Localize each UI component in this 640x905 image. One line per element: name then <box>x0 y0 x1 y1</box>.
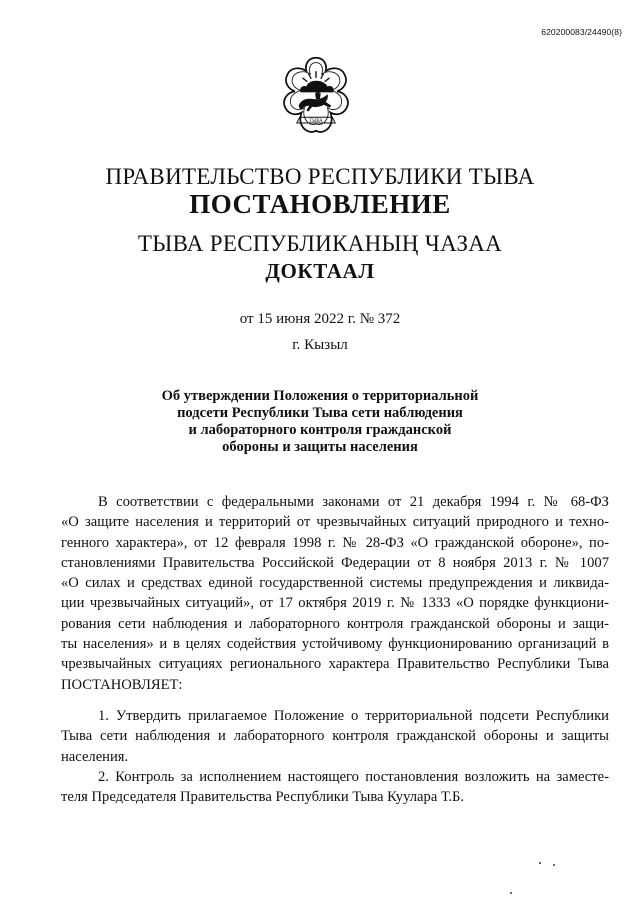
emblem-ribbon-text: ТЫВА <box>309 119 323 125</box>
subject-line: обороны и защиты населения <box>222 439 418 455</box>
emblem-sun-rays <box>303 71 330 82</box>
preamble-line: генного характера», от 12 февраля 1998 г. № 28-ФЗ «О гражданской обороне», по- <box>61 534 609 551</box>
item-1-line: населения. <box>61 748 129 765</box>
preamble-line: «О защите населения и территорий от чрезвычайных ситуаций природного и техно- <box>61 514 609 531</box>
resolution-item-2 <box>61 767 609 808</box>
resolution-item-1 <box>61 706 609 767</box>
document-date-number: от 15 июня 2022 г. № 372 <box>239 311 401 327</box>
registry-number: 620200083/24490(8) <box>541 27 622 37</box>
preamble-line: рования сети наблюдения и лабораторного контроля гражданской обороны и защи- <box>61 615 609 632</box>
subject-line: Об утверждении Положения о территориальной <box>161 388 479 404</box>
scan-speck <box>553 864 555 866</box>
subject-line: подсети Республики Тыва сети наблюдения <box>177 405 463 421</box>
item-2-line: теля Председателя Правительства Республики Тыва Куулара Т.Б. <box>61 789 465 806</box>
preamble-line: ПОСТАНОВЛЯЕТ: <box>61 676 183 693</box>
document-type-tyv: ДОКТААЛ <box>265 259 375 283</box>
scan-speck <box>539 862 541 864</box>
item-1-line: Тыва сети наблюдения и лабораторного контроля гражданской обороны и защиты <box>61 728 609 745</box>
document-type-ru: ПОСТАНОВЛЕНИЕ <box>189 189 451 219</box>
preamble-line: чрезвычайных ситуациях регионального характера Правительство Республики Тыва <box>61 656 609 673</box>
scan-speck <box>510 892 512 894</box>
preamble-line: ты населения» и в целях содействия устойчивому функционированию организаций в <box>61 636 609 653</box>
government-title-tyv: ТЫВА РЕСПУБЛИКАНЫҢ ЧАЗАА <box>137 231 503 256</box>
document-city: г. Кызыл <box>292 337 348 353</box>
item-2-line: 2. Контроль за исполнением настоящего постановления возложить на заместе- <box>98 769 609 785</box>
document-subject <box>120 388 520 456</box>
preamble-line: становлениями Правительства Российской Федерации от 8 ноября 2013 г. № 1007 <box>61 554 609 571</box>
preamble-line: ции чрезвычайных ситуаций», от 17 октября 2019 г. № 1333 «О порядке функциони- <box>61 595 609 612</box>
subject-line: и лабораторного контроля гражданской <box>188 422 452 438</box>
government-title-ru: ПРАВИТЕЛЬСТВО РЕСПУБЛИКИ ТЫВА <box>105 164 535 189</box>
preamble-paragraph <box>61 492 609 695</box>
preamble-line: В соответствии с федеральными законами от 21 декабря 1994 г. № 68-ФЗ <box>98 494 609 510</box>
preamble-line: «О силах и средствах единой государственной системы предупреждения и ликвида- <box>61 575 609 592</box>
item-1-line: 1. Утвердить прилагаемое Положение о территориальной подсети Республики <box>98 708 609 724</box>
coat-of-arms-emblem <box>268 52 364 148</box>
